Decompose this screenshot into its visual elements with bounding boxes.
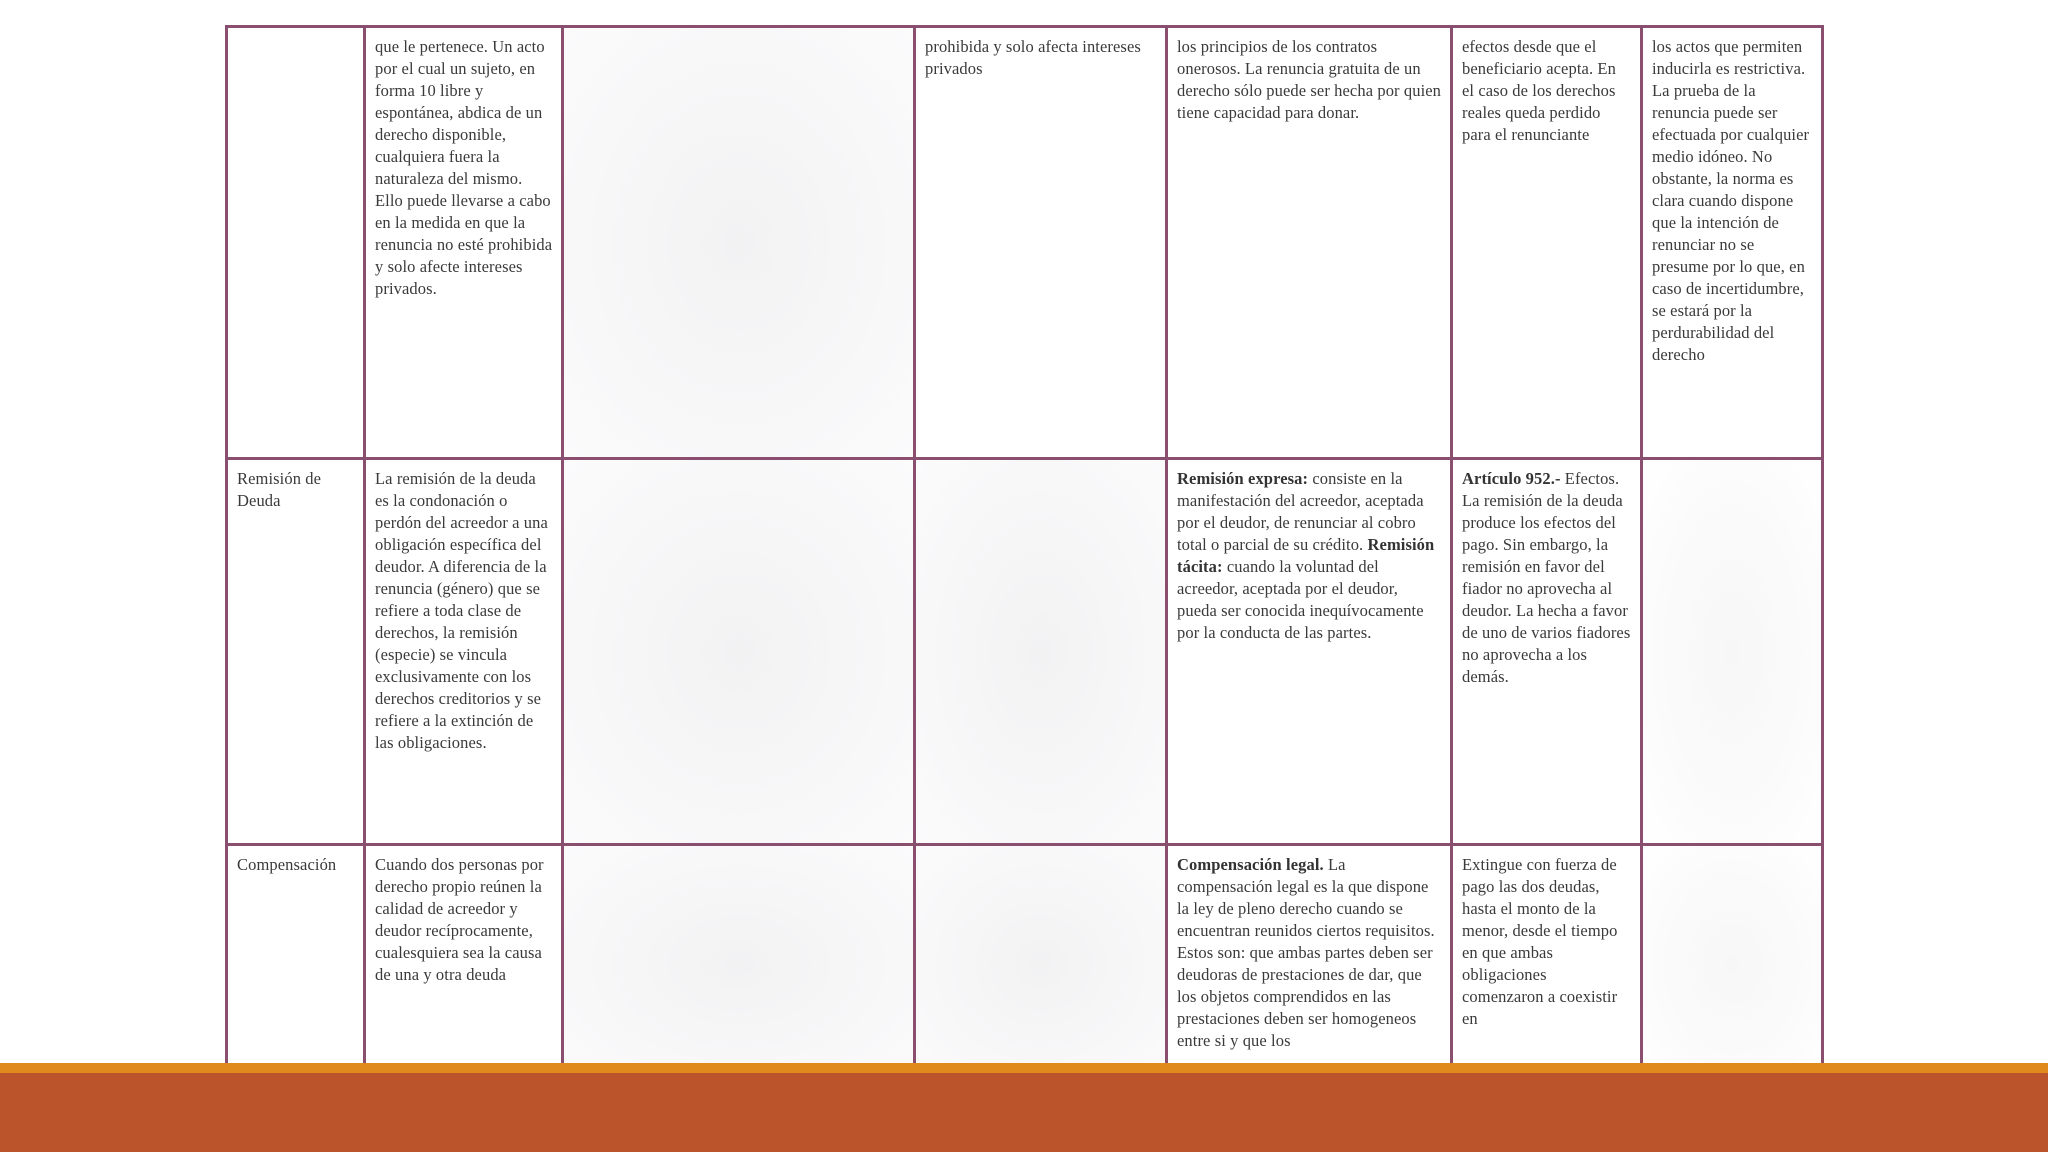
row2-empty-cell-4 bbox=[915, 459, 1167, 845]
table-row-renuncia bbox=[227, 27, 1823, 459]
row2-concept-cell: Remisión de Deuda bbox=[227, 459, 365, 845]
legal-comparison-table bbox=[225, 25, 1824, 1083]
row2-types-cell: Remisión expresa: consiste en la manifestación del acreedor, aceptada por el deudor, de renunciar al cobro total o parcial de su crédito. Remisión tácita: cuando la voluntad del acreedor, aceptada por el deudor, pueda ser conocida inequívocamente por la conducta de las partes. bbox=[1167, 459, 1452, 845]
row3-types-cell: Compensación legal. La compensación legal es la que dispone la ley de pleno derecho cuando se encuentran reunidos ciertos requisitos. Estos son: que ambas partes deben ser deudoras de prestaciones de dar, que los objetos comprendidos en las prestaciones deben ser homogeneos entre si y que los bbox=[1167, 845, 1452, 1082]
row2-express-remission-term: Remisión expresa: bbox=[1177, 469, 1309, 488]
footer-accent-stripe bbox=[0, 1063, 2048, 1073]
table-row-compensacion bbox=[227, 845, 1823, 1082]
row2-empty-cell-7 bbox=[1642, 459, 1823, 845]
row3-empty-cell-7 bbox=[1642, 845, 1823, 1082]
row1-cell-7-para-2: La prueba de la renuncia puede ser efectuada por cualquier medio idóneo. No obstante, la norma es clara cuando dispone que la intención de renunciar no se presume por lo que, en caso de incertidumbre, se estará por la perdurabilidad del derecho bbox=[1652, 81, 1810, 364]
footer-bar bbox=[0, 1073, 2048, 1152]
row2-article-number: Artículo 952.- bbox=[1462, 469, 1561, 488]
row2-tacit-remission-term: Remisión tácita: bbox=[1177, 535, 1435, 576]
row3-definition-cell: Cuando dos personas por derecho propio reúnen la calidad de acreedor y deudor recíprocamente, cualesquiera sea la causa de una y otra deuda bbox=[365, 845, 563, 1082]
row3-effects-cell: Extingue con fuerza de pago las dos deudas, hasta el monto de la menor, desde el tiempo en que ambas obligaciones comenzaron a coexistir en bbox=[1452, 845, 1642, 1082]
row2-empty-cell-3 bbox=[563, 459, 915, 845]
table-row-remision-de-deuda bbox=[227, 459, 1823, 845]
row1-cell-4: prohibida y solo afecta intereses privados bbox=[915, 27, 1167, 459]
legal-comparison-table-wrapper bbox=[225, 25, 1821, 1050]
row2-definition-cell: La remisión de la deuda es la condonación o perdón del acreedor a una obligación específica del deudor. A diferencia de la renuncia (género) que se refiere a toda clase de derechos, la remisión (especie) se vincula exclusivamente con los derechos creditorios y se refiere a la extinción de las obligaciones. bbox=[365, 459, 563, 845]
row1-cell-7 bbox=[1642, 27, 1823, 459]
row2-article-cell: Artículo 952.- Efectos. La remisión de la deuda produce los efectos del pago. Sin embargo, la remisión en favor del fiador no aprovecha al deudor. La hecha a favor de uno de varios fiadores no aprovecha a los demás. bbox=[1452, 459, 1642, 845]
row1-cell-7-para-1: los actos que permiten inducirla es restrictiva. bbox=[1652, 37, 1806, 78]
row1-effects-cell: efectos desde que el beneficiario acepta. En el caso de los derechos reales queda perdido para el renunciante bbox=[1452, 27, 1642, 459]
row3-concept-cell: Compensación bbox=[227, 845, 365, 1082]
row3-legal-compensation-term: Compensación legal. bbox=[1177, 855, 1324, 874]
row1-empty-cell-3 bbox=[563, 27, 915, 459]
row1-definition-cell: que le pertenece. Un acto por el cual un sujeto, en forma 10 libre y espontánea, abdica de un derecho disponible, cualquiera fuera la naturaleza del mismo. Ello puede llevarse a cabo en la medida en que la renuncia no esté prohibida y solo afecte intereses privados. bbox=[365, 27, 563, 459]
row1-concept-cell bbox=[227, 27, 365, 459]
row1-cell-5: los principios de los contratos onerosos. La renuncia gratuita de un derecho sólo puede ser hecha por quien tiene capacidad para donar. bbox=[1167, 27, 1452, 459]
row3-empty-cell-4 bbox=[915, 845, 1167, 1082]
row3-empty-cell-3 bbox=[563, 845, 915, 1082]
